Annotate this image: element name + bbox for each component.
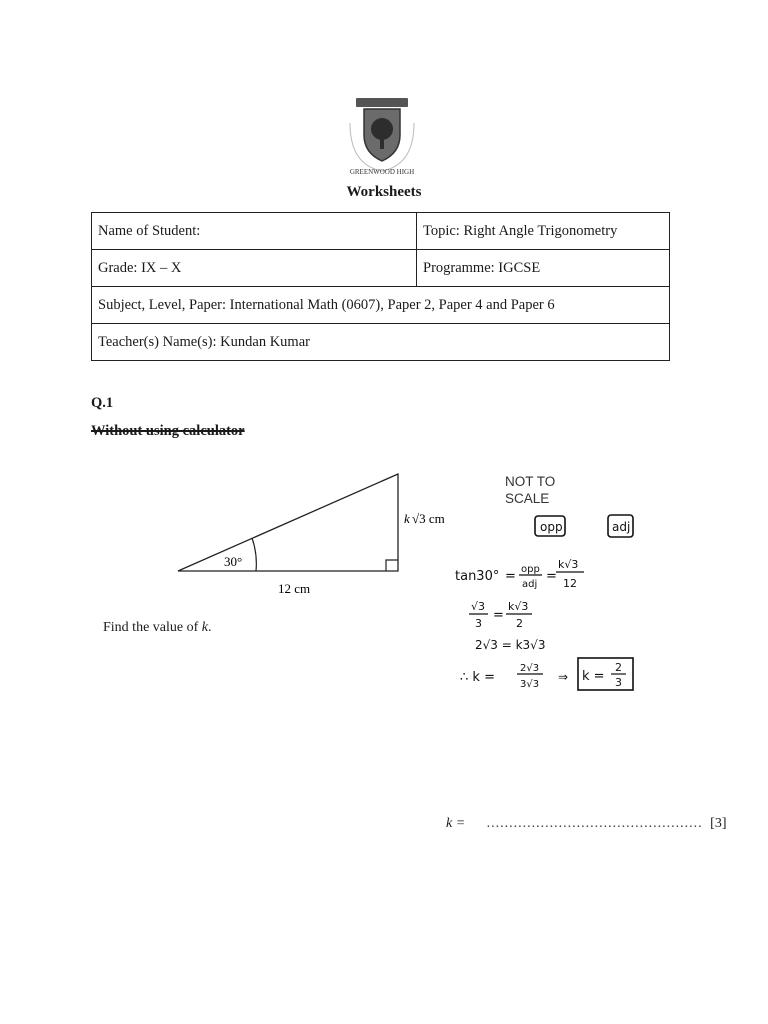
svg-text:3: 3 bbox=[475, 617, 482, 630]
student-name-label: Name of Student: bbox=[92, 213, 417, 250]
svg-text:3√3: 3√3 bbox=[520, 679, 540, 690]
angle-label: 30° bbox=[224, 554, 243, 569]
work-line-1a: tan30° bbox=[455, 569, 500, 584]
label-adj: adj bbox=[612, 520, 631, 534]
svg-text:opp: opp bbox=[521, 564, 540, 575]
student-info-table bbox=[91, 212, 670, 361]
svg-text:12: 12 bbox=[563, 577, 577, 590]
svg-text:∴ k =: ∴ k = bbox=[460, 670, 495, 685]
table-row bbox=[92, 213, 670, 250]
prompt-variable: k bbox=[201, 620, 208, 635]
svg-text:=: = bbox=[505, 569, 516, 584]
svg-text:k =: k = bbox=[582, 669, 605, 684]
question-prompt: Find the value of k. bbox=[103, 620, 212, 635]
svg-text:⇒: ⇒ bbox=[558, 670, 569, 684]
note-line: NOT TO bbox=[505, 474, 556, 489]
grade-cell: Grade: IX – X bbox=[92, 250, 417, 287]
label-opp: opp bbox=[540, 520, 563, 534]
subject-cell: Subject, Level, Paper: International Math (0607), Paper 2, Paper 4 and Paper 6 bbox=[92, 287, 670, 324]
svg-text:2: 2 bbox=[615, 661, 622, 674]
question-number: Q.1 bbox=[91, 395, 114, 411]
svg-text:k√3: k√3 bbox=[508, 600, 529, 613]
answer-blank[interactable]: ................................................ bbox=[486, 816, 703, 831]
right-triangle bbox=[178, 474, 398, 571]
angle-arc bbox=[252, 538, 256, 571]
base-label: 12 cm bbox=[278, 581, 311, 596]
topic-cell: Topic: Right Angle Trigonometry bbox=[417, 213, 670, 250]
table-row bbox=[92, 287, 670, 324]
question-instruction: Without using calculator bbox=[91, 423, 245, 439]
svg-text:2: 2 bbox=[516, 617, 523, 630]
marks-label: [3] bbox=[710, 816, 727, 831]
answer-line bbox=[446, 816, 727, 832]
programme-cell: Programme: IGCSE bbox=[417, 250, 670, 287]
answer-label: k = bbox=[446, 816, 466, 831]
right-angle-marker bbox=[386, 560, 398, 571]
svg-text:=: = bbox=[546, 569, 557, 584]
table-row bbox=[92, 250, 670, 287]
note-line: SCALE bbox=[505, 491, 550, 506]
svg-text:adj: adj bbox=[522, 579, 538, 590]
height-label-value: √3 cm bbox=[412, 511, 445, 526]
svg-text:√3: √3 bbox=[471, 600, 486, 613]
svg-text:=: = bbox=[493, 608, 504, 623]
svg-text:2√3: 2√3 bbox=[520, 663, 540, 674]
document-title: Worksheets bbox=[346, 184, 422, 200]
teacher-cell: Teacher(s) Name(s): Kundan Kumar bbox=[92, 324, 670, 361]
logo-lettering: GREENWOOD HIGH bbox=[349, 168, 415, 175]
not-to-scale-note bbox=[505, 473, 585, 507]
handwritten-working bbox=[450, 508, 650, 708]
svg-text:3: 3 bbox=[615, 676, 622, 689]
svg-text:k√3: k√3 bbox=[558, 558, 579, 571]
height-label-variable: k bbox=[404, 511, 410, 526]
svg-text:2√3 = k3√3: 2√3 = k3√3 bbox=[475, 638, 546, 652]
triangle-diagram bbox=[160, 460, 480, 610]
prompt-text: Find the value of bbox=[103, 620, 202, 635]
table-row bbox=[92, 324, 670, 361]
school-logo bbox=[344, 95, 420, 175]
